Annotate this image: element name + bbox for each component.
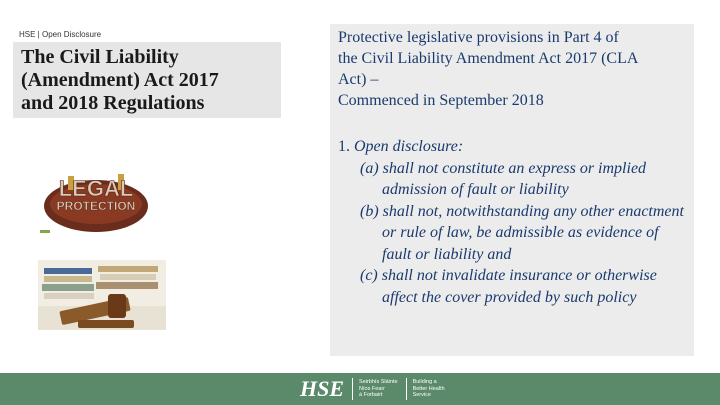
footer-irish-line-2: Níos Fearr	[359, 385, 386, 392]
hse-logo	[300, 377, 445, 401]
footer-divider-2	[406, 378, 407, 400]
footer-irish-line-3: á Forbairt	[359, 392, 383, 399]
footer-irish-text	[359, 379, 398, 399]
item-number: 1.	[338, 138, 350, 155]
page-title	[21, 46, 276, 115]
heading-line-3: Act) –	[338, 71, 379, 88]
legal-protection-graphic	[38, 170, 156, 236]
footer-english-line-3: Service	[412, 392, 431, 399]
footer-english-line-2: Better Health	[412, 385, 445, 392]
footer-divider	[352, 378, 353, 400]
legal-protection-image	[38, 170, 156, 236]
title-line-3: and 2018 Regulations	[21, 92, 205, 114]
heading-line-2: the Civil Liability Amendment Act 2017 (CLA	[338, 50, 639, 67]
sub-item-a: (a) shall not constitute an express or implied admission of fault or liability	[360, 159, 647, 198]
footer-english-text	[413, 379, 445, 399]
sub-item-b: (b) shall not, notwithstanding any other enactment or rule of law, be admissible as evidence of fault or liability and	[360, 202, 684, 263]
footer-irish-line-1: Seirbhís Sláinte	[359, 379, 398, 386]
title-line-1: The Civil Liability	[21, 46, 179, 68]
hse-logo-mark: HSE	[300, 376, 345, 401]
header-label: HSE | Open Disclosure	[19, 30, 102, 39]
item-lead-text: Open disclosure:	[354, 138, 464, 155]
legal-word: LEGAL	[58, 176, 134, 201]
footer-english-line-1: Building a	[412, 379, 437, 386]
provisions-list	[338, 136, 690, 308]
title-line-2: (Amendment) Act 2017	[21, 69, 219, 91]
footer-bar	[0, 373, 720, 405]
heading-line-1: Protective legislative provisions in Part 4 of	[338, 29, 619, 46]
heading-line-4: Commenced in September 2018	[338, 92, 544, 109]
content-panel	[330, 24, 694, 356]
protection-word: PROTECTION	[56, 199, 136, 213]
title-box	[13, 42, 281, 118]
list-item-lead	[338, 136, 690, 158]
content-heading	[338, 27, 688, 111]
gavel-graphic	[38, 260, 166, 330]
sub-item-c: (c) shall not invalidate insurance or otherwise affect the cover provided by such policy	[360, 267, 657, 306]
gavel-image	[38, 260, 166, 330]
